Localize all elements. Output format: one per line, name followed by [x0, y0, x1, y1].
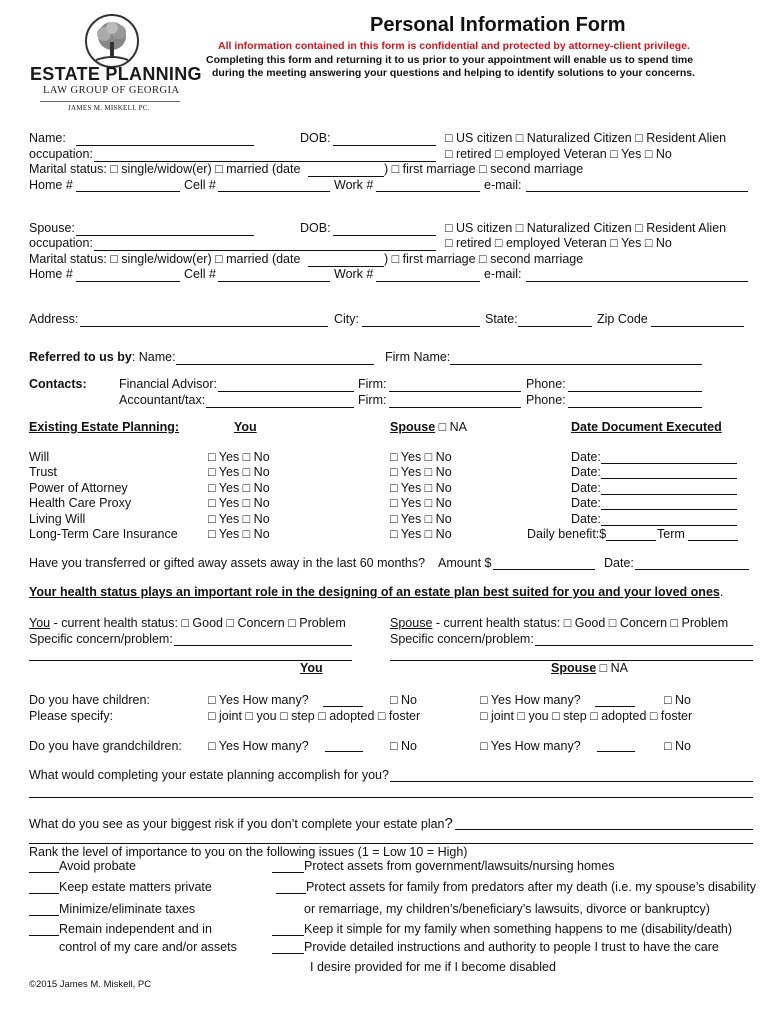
spouse-name-label: Spouse: — [29, 221, 75, 235]
firm-name-label: Firm Name: — [385, 350, 451, 364]
financial-advisor-field[interactable] — [218, 391, 354, 392]
rank-minimize-taxes: Minimize/eliminate taxes — [59, 902, 196, 916]
transfer-amount-label: Amount $ — [438, 556, 492, 570]
spouse-home-field[interactable] — [76, 281, 180, 282]
spouse-health-options[interactable]: - current health status: □ Good □ Concern □ Problem — [432, 616, 729, 630]
spouse-work-label: Work # — [334, 267, 374, 281]
children-spouse-label: Spouse — [551, 661, 597, 675]
rank-protect-govt: Protect assets from government/lawsuits/nursing homes — [304, 859, 615, 873]
will-you-yesno[interactable]: □ Yes □ No — [208, 450, 270, 464]
rank-avoid-probate: Avoid probate — [59, 859, 136, 873]
spouse-health-label: Spouse — [390, 616, 433, 630]
proxy-date-field[interactable] — [601, 509, 737, 510]
spouse-email-field[interactable] — [526, 281, 748, 282]
term-field[interactable] — [688, 540, 738, 541]
marital-label[interactable]: Marital status: □ single/widow(er) □ married (date — [29, 162, 301, 176]
spouse-occupation-field[interactable] — [94, 250, 436, 251]
referred-name-field[interactable] — [176, 364, 374, 365]
instruction-line1: Completing this form and returning it to us prior to your appointment will enable us to spend time — [206, 54, 694, 66]
you-children-types[interactable]: □ joint □ you □ step □ adopted □ foster — [208, 709, 421, 723]
rank-protect-family-field[interactable] — [276, 893, 306, 894]
rank-remain-independent: Remain independent and in — [59, 922, 212, 936]
logo-line3: JAMES M. MISKELL PC. — [68, 104, 150, 112]
rank-keep-simple-field[interactable] — [272, 935, 304, 936]
spouse-grandchildren-yes[interactable]: □ Yes How many? — [480, 739, 581, 753]
spouse-marital-options[interactable]: ) □ first marriage □ second marriage — [384, 252, 584, 266]
citizenship-options[interactable]: □ US citizen □ Naturalized Citizen □ Resident Alien — [445, 131, 727, 145]
zip-label: Zip Code — [597, 312, 648, 326]
logo — [30, 14, 202, 114]
you-grandchildren-yes[interactable]: □ Yes How many? — [208, 739, 309, 753]
grandchildren-label: Do you have grandchildren: — [29, 739, 182, 753]
health-banner-end: . — [719, 585, 724, 599]
accountant-field[interactable] — [206, 407, 354, 408]
zip-field[interactable] — [651, 326, 744, 327]
contacts-label: Contacts: — [29, 377, 87, 391]
you-grandchildren-no[interactable]: □ No — [390, 739, 418, 753]
work-label: Work # — [334, 178, 374, 192]
existing-you-header: You — [234, 420, 257, 434]
rank-detailed-field[interactable] — [272, 953, 304, 954]
spouse-email-label: e-mail: — [484, 267, 522, 281]
risk-question — [29, 815, 453, 832]
existing-spouse-label: Spouse — [390, 420, 436, 434]
dob-field[interactable] — [333, 145, 436, 146]
have-children-label: Do you have children: — [29, 693, 150, 707]
firm-name-field[interactable] — [450, 364, 702, 365]
email-label: e-mail: — [484, 178, 522, 192]
spouse-health-status[interactable] — [390, 616, 728, 630]
spouse-concern-label: Specific concern/problem: — [390, 632, 534, 646]
row-living-will: Living Will — [29, 512, 86, 526]
you-children-yes[interactable]: □ Yes How many? — [208, 693, 309, 707]
state-field[interactable] — [518, 326, 592, 327]
name-label: Name: — [29, 131, 66, 145]
trust-date-label: Date: — [571, 465, 601, 479]
spouse-home-label: Home # — [29, 267, 73, 281]
you-health-status[interactable] — [29, 616, 346, 630]
financial-firm-label: Firm: — [358, 377, 387, 391]
spouse-cell-label: Cell # — [184, 267, 216, 281]
home-field[interactable] — [76, 191, 180, 192]
marital-options[interactable]: ) □ first marriage □ second marriage — [384, 162, 584, 176]
accomplish-field-2[interactable] — [29, 797, 753, 798]
spouse-name-field[interactable] — [76, 235, 254, 236]
spouse-employment-options[interactable]: □ retired □ employed Veteran □ Yes □ No — [445, 236, 672, 250]
name-field[interactable] — [76, 145, 254, 146]
living-will-spouse-yesno[interactable]: □ Yes □ No — [390, 512, 452, 526]
ltc-you-yesno[interactable]: □ Yes □ No — [208, 527, 270, 541]
health-banner — [29, 585, 723, 599]
please-specify-label: Please specify: — [29, 709, 114, 723]
will-date-field[interactable] — [601, 463, 737, 464]
copyright: ©2015 James M. Miskell, PC — [29, 979, 152, 990]
confidential-notice: All information contained in this form is confidential and protected by attorney-client privilege. — [218, 40, 690, 52]
employment-options[interactable]: □ retired □ employed Veteran □ Yes □ No — [445, 147, 672, 161]
existing-spouse-header — [390, 420, 467, 434]
cell-field[interactable] — [218, 191, 330, 192]
transfer-date-field[interactable] — [635, 569, 749, 570]
spouse-work-field[interactable] — [376, 281, 480, 282]
spouse-children-count-field[interactable] — [595, 706, 635, 707]
children-spouse-header — [551, 661, 628, 675]
spouse-children-types[interactable]: □ joint □ you □ step □ adopted □ foster — [480, 709, 693, 723]
poa-date-field[interactable] — [601, 494, 737, 495]
rank-avoid-probate-field[interactable] — [29, 872, 59, 873]
you-children-count-field[interactable] — [323, 706, 363, 707]
rank-protect-family-2: or remarriage, my children’s/beneficiary’s lawsuits, divorce or bankruptcy) — [304, 902, 710, 916]
you-grandchildren-count-field[interactable] — [325, 751, 363, 752]
transfer-amount-field[interactable] — [493, 569, 595, 570]
referred-label — [29, 350, 176, 364]
rank-keep-simple: Keep it simple for my family when something happens to me (disability/death) — [304, 922, 732, 936]
health-banner-text: Your health status plays an important role in the designing of an estate plan best suited for you and your loved ones — [29, 585, 720, 599]
existing-header: Existing Estate Planning: — [29, 420, 180, 434]
rank-detailed-2: I desire provided for me if I become disabled — [310, 960, 556, 974]
spouse-citizenship-options[interactable]: □ US citizen □ Naturalized Citizen □ Resident Alien — [445, 221, 727, 235]
row-health-proxy: Health Care Proxy — [29, 496, 132, 510]
proxy-date-label: Date: — [571, 496, 601, 510]
poa-date-label: Date: — [571, 481, 601, 495]
children-spouse-na[interactable]: □ NA — [596, 661, 629, 675]
referred-rest: : Name: — [131, 350, 176, 364]
term-label: Term — [657, 527, 685, 541]
row-will: Will — [29, 450, 50, 464]
daily-benefit-field[interactable] — [606, 540, 656, 541]
you-concern-label: Specific concern/problem: — [29, 632, 173, 646]
spouse-dob-field[interactable] — [333, 235, 436, 236]
living-will-date-field[interactable] — [601, 525, 737, 526]
city-label: City: — [334, 312, 359, 326]
you-health-label: You — [29, 616, 51, 630]
logo-line1: ESTATE PLANNING — [30, 64, 202, 84]
spouse-dob-label: DOB: — [300, 221, 331, 235]
cell-label: Cell # — [184, 178, 216, 192]
proxy-spouse-yesno[interactable]: □ Yes □ No — [390, 496, 452, 510]
accomplish-question: What would completing your estate planning accomplish for you? — [29, 768, 389, 782]
rank-intro: Rank the level of importance to you on the following issues (1 = Low 10 = High) — [29, 845, 468, 859]
accomplish-field[interactable] — [390, 781, 753, 782]
occupation-label: occupation: — [29, 147, 93, 161]
trust-you-yesno[interactable]: □ Yes □ No — [208, 465, 270, 479]
accountant-firm-field[interactable] — [389, 407, 521, 408]
spouse-marital-label[interactable]: Marital status: □ single/widow(er) □ married (date — [29, 252, 301, 266]
state-label: State: — [485, 312, 518, 326]
accountant-phone-field[interactable] — [568, 407, 702, 408]
financial-advisor-label: Financial Advisor: — [119, 377, 217, 391]
tree-logo-icon — [82, 14, 142, 68]
will-date-label: Date: — [571, 450, 601, 464]
accountant-phone-label: Phone: — [526, 393, 566, 407]
you-concern-field[interactable] — [174, 645, 352, 646]
living-will-you-yesno[interactable]: □ Yes □ No — [208, 512, 270, 526]
trust-date-field[interactable] — [601, 478, 737, 479]
rank-minimize-taxes-field[interactable] — [29, 915, 59, 916]
row-ltc: Long-Term Care Insurance — [29, 527, 178, 541]
home-label: Home # — [29, 178, 73, 192]
financial-firm-field[interactable] — [389, 391, 521, 392]
referred-bold: Referred to us by — [29, 350, 132, 364]
row-trust: Trust — [29, 465, 58, 479]
accountant-firm-label: Firm: — [358, 393, 387, 407]
spouse-grandchildren-count-field[interactable] — [597, 751, 635, 752]
dob-label: DOB: — [300, 131, 331, 145]
rank-keep-private: Keep estate matters private — [59, 880, 212, 894]
instruction-line2: during the meeting answering your questions and helping to identify solutions to your concerns. — [212, 67, 696, 79]
risk-question-mark: ? — [444, 815, 453, 832]
ltc-spouse-yesno[interactable]: □ Yes □ No — [390, 527, 452, 541]
will-spouse-yesno[interactable]: □ Yes □ No — [390, 450, 452, 464]
row-poa: Power of Attorney — [29, 481, 128, 495]
marriage-date-field[interactable] — [308, 176, 384, 177]
city-field[interactable] — [362, 326, 480, 327]
address-label: Address: — [29, 312, 79, 326]
trust-spouse-yesno[interactable]: □ Yes □ No — [390, 465, 452, 479]
rank-protect-family: Protect assets for family from predators after my death (i.e. my spouse’s disability — [306, 880, 756, 894]
transfer-date-label: Date: — [604, 556, 634, 570]
risk-field[interactable] — [455, 829, 753, 830]
work-field[interactable] — [376, 191, 480, 192]
daily-benefit-label: Daily benefit:$ — [527, 527, 607, 541]
living-will-date-label: Date: — [571, 512, 601, 526]
spouse-children-yes[interactable]: □ Yes How many? — [480, 693, 581, 707]
poa-spouse-yesno[interactable]: □ Yes □ No — [390, 481, 452, 495]
date-executed-header: Date Document Executed — [571, 420, 722, 434]
spouse-cell-field[interactable] — [218, 281, 330, 282]
risk-field-2[interactable] — [29, 843, 753, 844]
financial-phone-label: Phone: — [526, 377, 566, 391]
spouse-children-no[interactable]: □ No — [664, 693, 692, 707]
financial-phone-field[interactable] — [568, 391, 702, 392]
rank-keep-private-field[interactable] — [29, 893, 59, 894]
risk-question-text: What do you see as your biggest risk if you don’t complete your estate plan — [29, 817, 445, 831]
email-field[interactable] — [526, 191, 748, 192]
rank-remain-independent-2: control of my care and/or assets — [59, 940, 237, 954]
poa-you-yesno[interactable]: □ Yes □ No — [208, 481, 270, 495]
existing-spouse-na[interactable]: □ NA — [435, 420, 468, 434]
proxy-you-yesno[interactable]: □ Yes □ No — [208, 496, 270, 510]
transfer-question: Have you transferred or gifted away assets away in the last 60 months? — [29, 556, 426, 570]
rank-remain-independent-field[interactable] — [29, 935, 59, 936]
spouse-concern-field[interactable] — [535, 645, 753, 646]
spouse-occupation-label: occupation: — [29, 236, 93, 250]
spouse-grandchildren-no[interactable]: □ No — [664, 739, 692, 753]
page-title: Personal Information Form — [370, 14, 626, 36]
you-health-options[interactable]: - current health status: □ Good □ Concern □ Problem — [50, 616, 346, 630]
accountant-label: Accountant/tax: — [119, 393, 206, 407]
logo-line2: LAW GROUP OF GEORGIA — [43, 85, 180, 96]
rank-detailed: Provide detailed instructions and authority to people I trust to have the care — [304, 940, 719, 954]
you-children-no[interactable]: □ No — [390, 693, 418, 707]
address-field[interactable] — [80, 326, 328, 327]
children-you-header: You — [300, 661, 323, 675]
rank-protect-govt-field[interactable] — [272, 872, 304, 873]
